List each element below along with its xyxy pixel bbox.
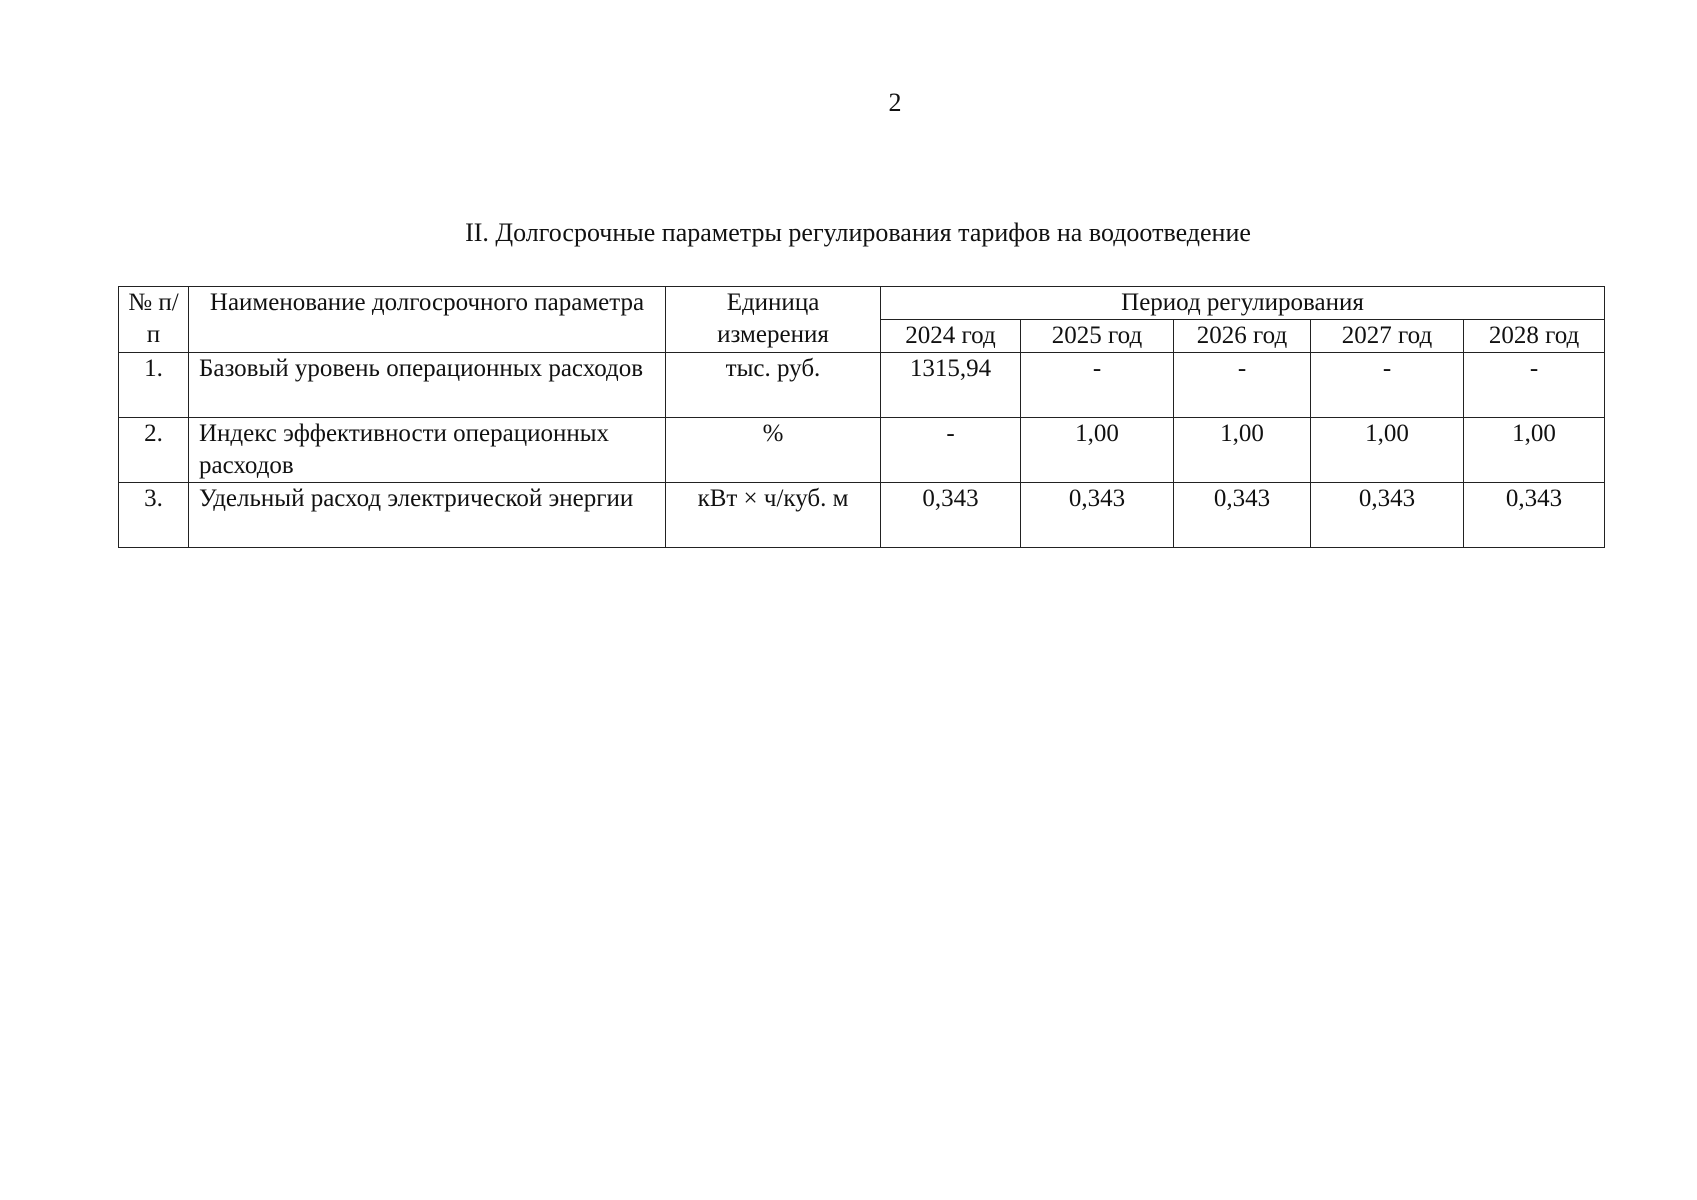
header-year: 2024 год [881, 320, 1021, 353]
row-value: 0,343 [1464, 483, 1605, 548]
row-unit: % [666, 418, 881, 483]
row-value: 0,343 [1021, 483, 1174, 548]
table-row [119, 353, 1605, 418]
table-row [119, 483, 1605, 548]
row-num: 1. [119, 353, 189, 418]
row-value: 1,00 [1021, 418, 1174, 483]
row-value: 1,00 [1464, 418, 1605, 483]
row-name: Базовый уровень операционных расходов [189, 353, 666, 418]
row-value: - [1174, 353, 1311, 418]
row-num: 3. [119, 483, 189, 548]
page-number: 2 [888, 88, 902, 117]
row-num: 2. [119, 418, 189, 483]
row-unit: тыс. руб. [666, 353, 881, 418]
row-name: Удельный расход электрической энергии [189, 483, 666, 548]
row-value: 0,343 [1174, 483, 1311, 548]
row-unit: кВт × ч/куб. м [666, 483, 881, 548]
row-value: 1,00 [1311, 418, 1464, 483]
header-unit: Единица измерения [666, 287, 881, 353]
row-value: - [881, 418, 1021, 483]
header-period: Период регулирования [881, 287, 1605, 320]
section-title: II. Долгосрочные параметры регулирования тарифов на водоотведение [465, 218, 1251, 247]
header-num: № п/п [119, 287, 189, 353]
header-year: 2028 год [1464, 320, 1605, 353]
table-header-row [119, 287, 1605, 320]
row-value: 1,00 [1174, 418, 1311, 483]
header-name: Наименование долгосрочного параметра [189, 287, 666, 353]
row-value: 0,343 [1311, 483, 1464, 548]
header-year: 2027 год [1311, 320, 1464, 353]
parameters-table [118, 286, 1605, 548]
header-year: 2026 год [1174, 320, 1311, 353]
header-year: 2025 год [1021, 320, 1174, 353]
row-name: Индекс эффективности операционных расходов [189, 418, 666, 483]
row-value: - [1464, 353, 1605, 418]
row-value: 1315,94 [881, 353, 1021, 418]
row-value: - [1021, 353, 1174, 418]
row-value: - [1311, 353, 1464, 418]
table-row [119, 418, 1605, 483]
row-value: 0,343 [881, 483, 1021, 548]
